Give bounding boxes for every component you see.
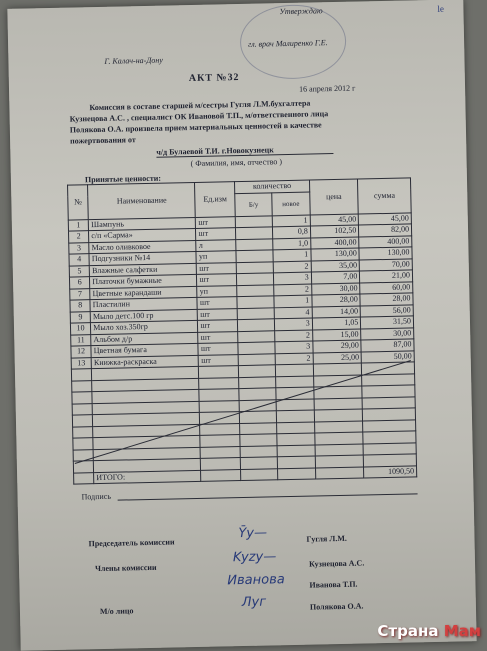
row-price: 7,00 xyxy=(311,271,360,284)
row-num: 8 xyxy=(70,300,90,312)
row-qty-used xyxy=(235,215,272,227)
member2-signature: Иванова xyxy=(227,572,285,589)
row-qty-used xyxy=(238,342,275,354)
approver-line: гл. врач Малиренко Г.Е. xyxy=(248,38,328,49)
act-date: 16 апреля 2012 г xyxy=(298,83,356,94)
member1-signature: Kyzy— xyxy=(232,549,277,566)
row-sum: 82,00 xyxy=(359,224,412,237)
members-label: Члены комиссии xyxy=(94,562,157,574)
intro-line-3: Полякова О.А. произвела прием материальных ценностей в качестве xyxy=(69,120,322,135)
row-sum: 400,00 xyxy=(359,235,412,248)
signature-rule xyxy=(118,493,418,500)
col-sum: сумма xyxy=(358,178,411,214)
row-qty-new: 1 xyxy=(272,215,310,227)
row-unit: шт xyxy=(198,331,238,343)
row-sum: 56,00 xyxy=(360,304,413,317)
row-sum: 30,00 xyxy=(361,327,414,340)
row-qty-used xyxy=(238,319,275,331)
row-name: с/п «Сарма» xyxy=(89,228,196,242)
row-name: Платочки бумажные xyxy=(90,274,197,288)
row-name: Шампунь xyxy=(88,217,195,231)
cancel-line xyxy=(71,356,417,467)
intro-line-1: Комиссия в составе старшей м/сестры Гугля Л.М.бухгалтера xyxy=(89,98,311,113)
row-name: Цветные карандаши xyxy=(90,286,197,300)
row-qty-new: 4 xyxy=(274,307,312,319)
row-sum: 31,50 xyxy=(361,316,414,329)
row-unit: уп xyxy=(196,251,236,263)
row-qty-new: 0,8 xyxy=(272,226,310,238)
row-price: 1,05 xyxy=(312,317,361,330)
responsible-name: Полякова О.А. xyxy=(309,601,364,612)
row-num: 10 xyxy=(70,323,90,335)
row-sum: 28,00 xyxy=(360,293,413,306)
row-sum: 130,00 xyxy=(359,247,412,260)
row-unit: уп xyxy=(197,285,237,297)
row-sum: 60,00 xyxy=(360,281,413,294)
responsible-signature: Луг xyxy=(241,594,267,611)
row-unit: шт xyxy=(199,354,239,366)
row-num: 1 xyxy=(68,219,88,231)
row-name: Пластилин xyxy=(90,297,197,311)
chairman-signature: Ȳy— xyxy=(238,525,268,542)
row-num: 5 xyxy=(69,265,89,277)
row-qty-new: 1,0 xyxy=(273,238,311,250)
row-price: 102,50 xyxy=(310,225,359,238)
row-sum: 50,00 xyxy=(361,350,414,363)
row-qty-new: 1 xyxy=(273,249,311,261)
row-qty-used xyxy=(237,307,274,319)
city: Г. Калач-на-Дону xyxy=(104,55,163,66)
chairman-label: Председатель комиссии xyxy=(88,537,175,549)
row-qty-new: 2 xyxy=(274,284,312,296)
col-qty: количество xyxy=(235,180,310,193)
row-qty-new: 3 xyxy=(275,341,313,353)
row-unit: шт xyxy=(196,216,236,228)
intro-line-4: пожертвования от xyxy=(70,135,136,146)
row-qty-used xyxy=(236,227,273,239)
row-qty-new: 2 xyxy=(275,330,313,342)
row-unit: шт xyxy=(197,274,237,286)
watermark: Страна Мам xyxy=(377,622,481,640)
row-price: 29,00 xyxy=(313,340,362,353)
member1-name: Кузнецова А.С. xyxy=(308,558,365,569)
row-qty-used xyxy=(237,273,274,285)
row-unit: шт xyxy=(198,343,238,355)
donor-line: ч/д Булаевой Т.И. г.Новокузнецк xyxy=(156,144,334,158)
row-qty-new: 2 xyxy=(273,261,311,273)
row-name: Подгузники №14 xyxy=(89,251,196,265)
row-num: 11 xyxy=(71,334,91,346)
corner-mark: le xyxy=(437,3,445,14)
row-num: 6 xyxy=(69,277,89,289)
accepted-values-label: Принятые ценности: xyxy=(84,173,162,185)
col-name: Наименование xyxy=(88,182,196,219)
signature-label: Подпись xyxy=(81,491,112,502)
row-qty-used xyxy=(236,238,273,250)
row-name: Влажные салфетки xyxy=(89,263,196,277)
row-unit: шт xyxy=(196,228,236,240)
total-value: 1090,50 xyxy=(364,465,417,478)
approve-heading: Утверждаю xyxy=(279,6,323,17)
row-name: Цветная бумага xyxy=(91,343,198,357)
row-price: 25,00 xyxy=(313,352,362,365)
col-price: цена xyxy=(309,179,358,215)
responsible-label: М/о лицо xyxy=(99,606,134,617)
row-unit: шт xyxy=(198,320,238,332)
intro-line-2: Кузнецова А.С. , специалист ОК Ивановой Т.П., м/ответственного лица xyxy=(69,109,329,124)
row-name: Мыло хоз.350гр xyxy=(91,320,198,334)
member2-name: Иванова Т.П. xyxy=(309,579,358,590)
total-label: ИТОГО: xyxy=(94,470,201,484)
row-unit: шт xyxy=(198,308,238,320)
row-name: Книжка-раскраска xyxy=(91,355,198,369)
row-price: 30,00 xyxy=(311,283,360,296)
row-sum: 70,00 xyxy=(359,258,412,271)
row-qty-used xyxy=(236,261,273,273)
row-qty-new: 2 xyxy=(275,353,313,365)
row-name: Мыло детс.100 гр xyxy=(90,309,197,323)
row-num: 3 xyxy=(69,242,89,254)
row-price: 400,00 xyxy=(310,237,359,250)
row-unit: шт xyxy=(197,262,237,274)
row-num: 12 xyxy=(71,346,91,358)
row-unit: шт xyxy=(197,297,237,309)
row-qty-used xyxy=(238,330,275,342)
row-name: Альбом д/р xyxy=(91,332,198,346)
donor-caption: ( Фамилия, имя, отчество ) xyxy=(190,157,283,169)
row-qty-used xyxy=(237,296,274,308)
row-qty-used xyxy=(237,284,274,296)
row-price: 28,00 xyxy=(312,294,361,307)
row-price: 130,00 xyxy=(311,248,360,261)
row-sum: 45,00 xyxy=(359,212,412,225)
row-num: 7 xyxy=(70,288,90,300)
row-sum: 21,00 xyxy=(360,270,413,283)
col-num: № xyxy=(68,185,89,220)
row-num: 2 xyxy=(68,231,88,243)
row-qty-new: 1 xyxy=(274,295,312,307)
row-price: 35,00 xyxy=(311,260,360,273)
act-title: АКТ №32 xyxy=(188,71,240,85)
document-sheet xyxy=(7,0,476,651)
row-sum: 87,00 xyxy=(361,339,414,352)
row-qty-used xyxy=(236,250,273,262)
col-qty-new: новое xyxy=(272,192,310,216)
row-name: Масло оливковое xyxy=(89,240,196,254)
row-qty-new: 3 xyxy=(273,272,311,284)
row-unit: л xyxy=(196,239,236,251)
col-unit: Ед.изм xyxy=(195,182,235,217)
row-num: 4 xyxy=(69,254,89,266)
row-price: 14,00 xyxy=(312,306,361,319)
chairman-name: Гугля Л.М. xyxy=(306,533,347,544)
row-qty-new: 3 xyxy=(274,318,312,330)
col-qty-used: Б/у xyxy=(235,192,272,216)
row-num: 9 xyxy=(70,311,90,323)
row-num: 13 xyxy=(71,357,91,369)
row-price: 15,00 xyxy=(312,329,361,342)
row-price: 45,00 xyxy=(310,214,359,227)
